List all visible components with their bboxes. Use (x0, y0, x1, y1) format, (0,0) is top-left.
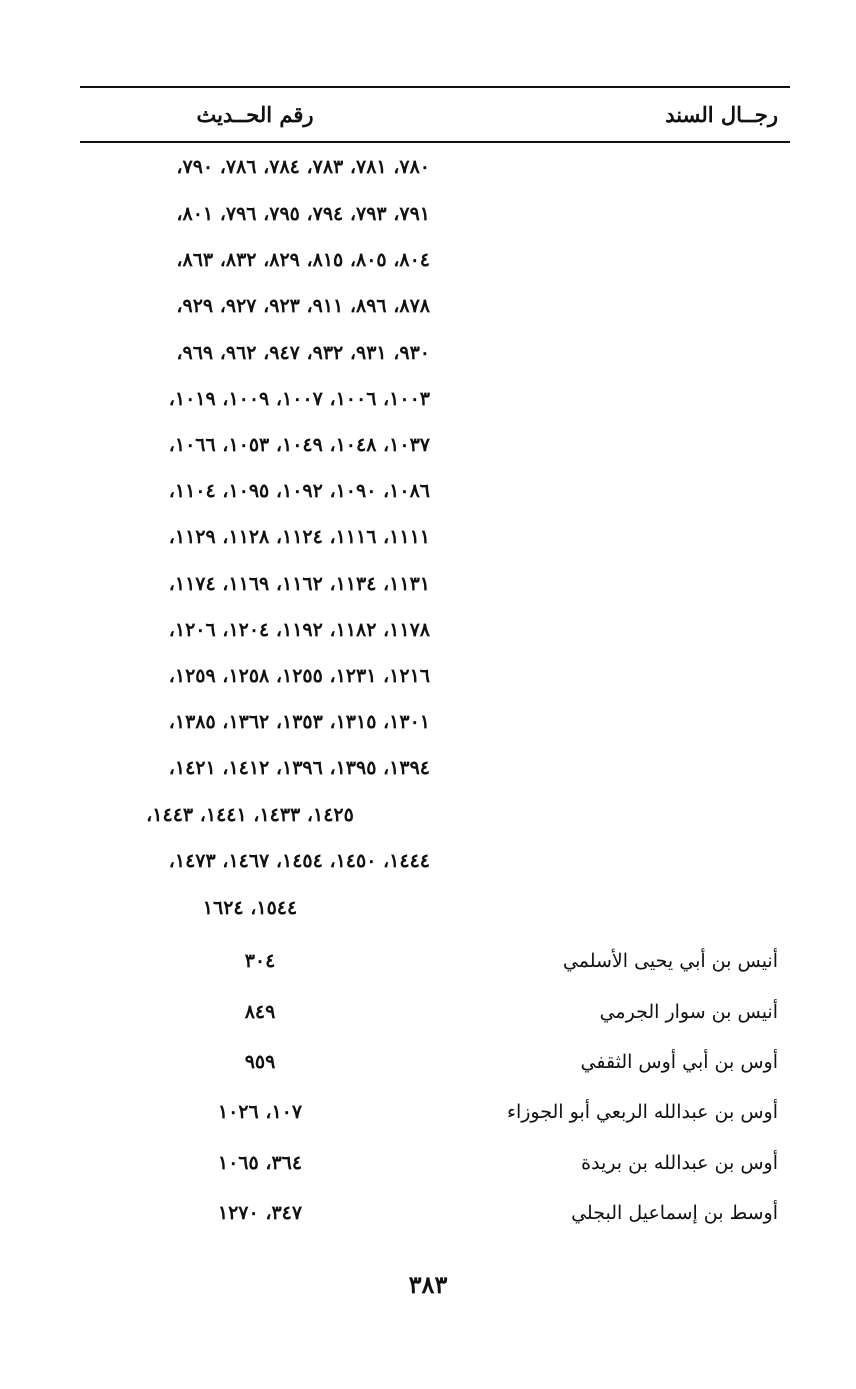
narrator-name: أنيس بن أبي يحيى الأسلمي (562, 950, 778, 972)
header-hadith-numbers-label: رقم الحــديث (196, 102, 314, 127)
hadith-numbers-line: ٨٠٤، ٨٠٥، ٨١٥، ٨٢٩، ٨٣٢، ٨٦٣، (176, 249, 430, 271)
narrator-hadith-numbers: ٣٠٤ (244, 950, 276, 972)
hadith-numbers-line: ١٣٩٤، ١٣٩٥، ١٣٩٦، ١٤١٢، ١٤٢١، (168, 757, 430, 779)
hadith-numbers-line: ١٢١٦، ١٢٣١، ١٢٥٥، ١٢٥٨، ١٢٥٩، (168, 665, 430, 687)
page-number: ٣٨٣ (408, 1270, 448, 1299)
narrator-hadith-numbers: ٩٥٩ (244, 1051, 276, 1073)
hadith-numbers-line: ٨٧٨، ٨٩٦، ٩١١، ٩٢٣، ٩٢٧، ٩٢٩، (176, 295, 430, 317)
hadith-numbers-line: ٧٨٠، ٧٨١، ٧٨٣، ٧٨٤، ٧٨٦، ٧٩٠، (176, 156, 430, 178)
narrator-name: أوسط بن إسماعيل البجلي (571, 1202, 778, 1224)
narrator-hadith-numbers: ٨٤٩ (244, 1001, 276, 1023)
narrator-hadith-numbers: ٣٦٤، ١٠٦٥ (217, 1152, 303, 1174)
hadith-numbers-line: ١٠٣٧، ١٠٤٨، ١٠٤٩، ١٠٥٣، ١٠٦٦، (168, 434, 430, 456)
narrator-name: أوس بن عبدالله بن بريدة (581, 1152, 778, 1174)
narrator-name: أنيس بن سوار الجرمي (599, 1001, 778, 1023)
header-bottom-rule (80, 141, 790, 143)
hadith-numbers-line: ١١٣١، ١١٣٤، ١١٦٢، ١١٦٩، ١١٧٤، (168, 573, 430, 595)
narrator-name: أوس بن أبي أوس الثقفي (580, 1051, 778, 1073)
hadith-numbers-line: ١٥٤٤، ١٦٢٤ (202, 897, 298, 919)
hadith-numbers-line: ١٣٠١، ١٣١٥، ١٣٥٣، ١٣٦٢، ١٣٨٥، (168, 711, 430, 733)
hadith-numbers-line: ١١١١، ١١١٦، ١١٢٤، ١١٢٨، ١١٢٩، (168, 526, 430, 548)
hadith-numbers-line: ١٠٠٣، ١٠٠٦، ١٠٠٧، ١٠٠٩، ١٠١٩، (168, 388, 430, 410)
hadith-numbers-line: ١١٧٨، ١١٨٢، ١١٩٢، ١٢٠٤، ١٢٠٦، (168, 619, 430, 641)
header-narrators-label: رجــال السند (665, 102, 778, 127)
header-top-rule (80, 86, 790, 88)
hadith-numbers-line: ١٠٨٦، ١٠٩٠، ١٠٩٢، ١٠٩٥، ١١٠٤، (168, 480, 430, 502)
hadith-numbers-line: ١٤٤٤، ١٤٥٠، ١٤٥٤، ١٤٦٧، ١٤٧٣، (168, 850, 430, 872)
hadith-numbers-line: ٩٣٠، ٩٣١، ٩٣٢، ٩٤٧، ٩٦٢، ٩٦٩، (176, 342, 430, 364)
narrator-hadith-numbers: ١٠٧، ١٠٢٦ (217, 1101, 303, 1123)
hadith-numbers-line: ١٤٢٥، ١٤٣٣، ١٤٤١، ١٤٤٣، (146, 804, 354, 826)
narrator-hadith-numbers: ٣٤٧، ١٢٧٠ (217, 1202, 303, 1224)
narrator-name: أوس بن عبدالله الربعي أبو الجوزاء (507, 1101, 778, 1123)
hadith-numbers-line: ٧٩١، ٧٩٣، ٧٩٤، ٧٩٥، ٧٩٦، ٨٠١، (176, 203, 430, 225)
